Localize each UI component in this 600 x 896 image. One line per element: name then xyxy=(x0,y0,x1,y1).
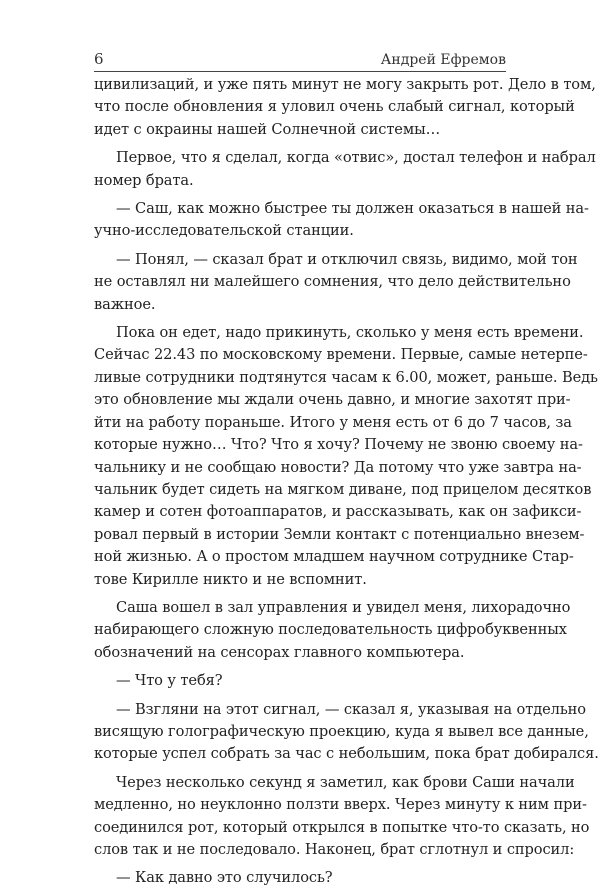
text-line: не оставлял ни малейшего сомнения, что дело действительно xyxy=(94,273,571,291)
text-line: ровал первый в истории Земли контакт с потенциально внезем- xyxy=(94,525,585,543)
text-line: ной жизнью. А о простом младшем научном сотруднике Стар- xyxy=(94,548,574,566)
text-line: идет с окраины нашей Солнечной системы… xyxy=(94,120,441,138)
paragraph xyxy=(94,147,596,192)
paragraph xyxy=(94,867,506,889)
text-line: — Саш, как можно быстрее ты должен оказаться в нашей на- xyxy=(116,200,589,218)
text-line: Через несколько секунд я заметил, как брови Саши начали xyxy=(116,773,575,791)
text-line: камер и сотен фотоаппаратов, и рассказывать, как он зафикси- xyxy=(94,503,582,521)
paragraph xyxy=(94,249,578,316)
text-line: — Что у тебя? xyxy=(116,672,223,690)
text-line: что после обновления я уловил очень слабый сигнал, который xyxy=(94,98,575,116)
text-line: цивилизаций, и уже пять минут не могу закрыть рот. Дело в том, xyxy=(94,76,596,93)
text-line: йти на работу пораньше. Итого у меня есть от 6 до 7 часов, за xyxy=(94,413,572,431)
text-line: которые нужно… Что? Что я хочу? Почему не звоню своему на- xyxy=(94,436,583,454)
text-line: висящую голографическую проекцию, куда я вывел все данные, xyxy=(94,722,589,740)
text-line: — Понял, — сказал брат и отключил связь, видимо, мой тон xyxy=(116,250,578,268)
paragraph xyxy=(94,322,598,591)
text-line: соединился рот, который открылся в попытке что-то сказать, но xyxy=(94,818,590,836)
text-line: которые успел собрать за час с небольшим, пока брат добирался. xyxy=(94,745,599,763)
text-line: Саша вошел в зал управления и увидел меня, лихорадочно xyxy=(116,598,571,616)
text-line: учно-исследовательской станции. xyxy=(94,222,354,240)
paragraph xyxy=(94,772,590,862)
text-line: — Как давно это случилось? xyxy=(116,869,333,887)
text-line: Первое, что я сделал, когда «отвис», достал телефон и набрал xyxy=(116,149,596,167)
text-line: набирающего сложную последовательность цифробуквенных xyxy=(94,621,567,639)
paragraph xyxy=(94,670,506,692)
paragraph xyxy=(94,198,589,243)
text-line: тове Кирилле никто и не вспомнит. xyxy=(94,570,367,588)
text-line: слов так и не последовало. Наконец, брат сглотнул и спросил: xyxy=(94,841,575,858)
running-head-author: Андрей Ефремов xyxy=(380,52,506,68)
paragraph xyxy=(94,74,596,141)
body-text xyxy=(94,74,599,896)
text-line: обозначений на сенсорах главного компьютера. xyxy=(94,643,465,661)
text-line: это обновление мы ждали очень давно, и многие захотят при- xyxy=(94,391,571,409)
text-line: — Взгляни на этот сигнал, — сказал я, указывая на отдельно xyxy=(116,700,586,718)
text-line: номер брата. xyxy=(94,171,194,189)
text-line: Пока он едет, надо прикинуть, сколько у меня есть времени. xyxy=(116,324,584,342)
text-line: важное. xyxy=(94,295,156,313)
text-line: чальнику и не сообщаю новости? Да потому что уже завтра на- xyxy=(94,458,582,476)
page-number: 6 xyxy=(94,50,104,68)
text-line: Сейчас 22.43 по московскому времени. Первые, самые нетерпе- xyxy=(94,346,588,364)
text-line: медленно, но неуклонно ползти вверх. Через минуту к ним при- xyxy=(94,796,587,814)
text-line: ливые сотрудники подтянутся часам к 6.00, может, раньше. Ведь xyxy=(94,368,598,386)
paragraph xyxy=(94,699,599,766)
text-line: чальник будет сидеть на мягком диване, под прицелом десятков xyxy=(94,480,592,498)
paragraph xyxy=(94,597,571,664)
page-header xyxy=(94,46,506,68)
header-rule xyxy=(94,71,506,72)
